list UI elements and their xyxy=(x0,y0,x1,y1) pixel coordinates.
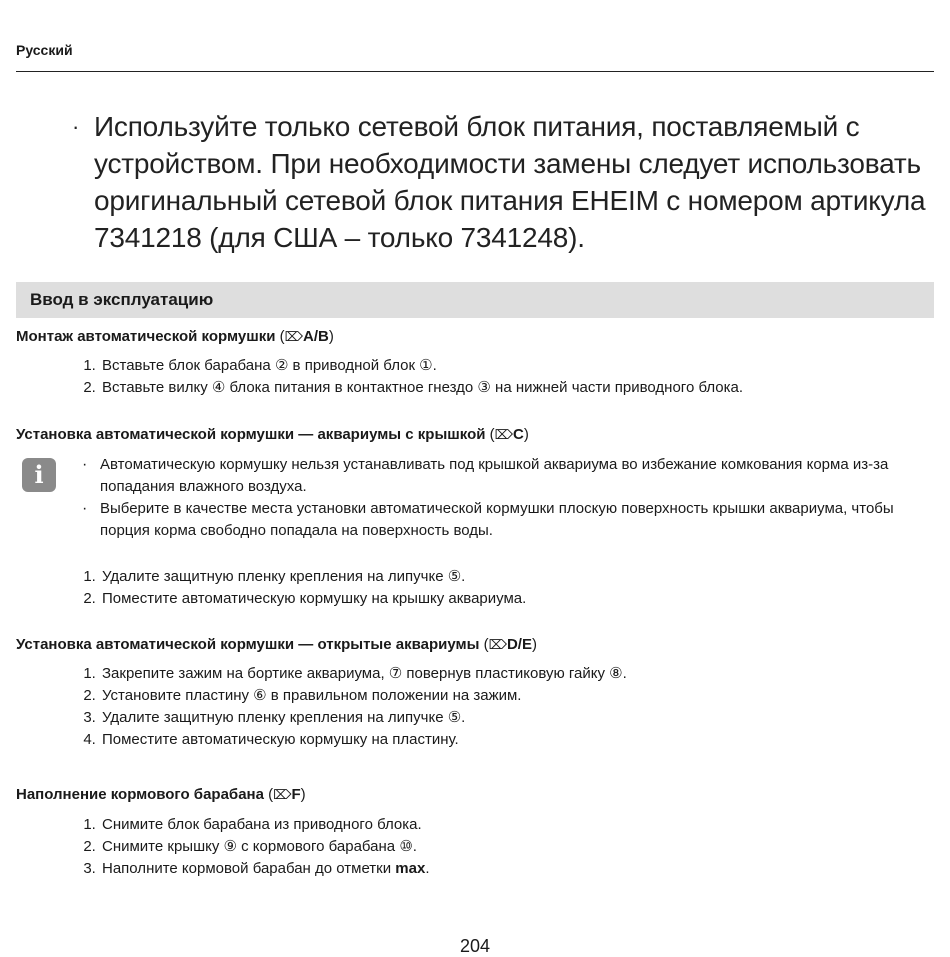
list-item: 4. Поместите автоматическую кормушку на пластину. xyxy=(100,729,950,751)
filling-heading-text: Наполнение кормового барабана xyxy=(16,786,264,803)
covered-notes xyxy=(80,454,936,542)
info-icon: i xyxy=(22,458,56,492)
list-item: 3. Удалите защитную пленку крепления на липучке ⑤. xyxy=(100,707,950,729)
assembly-ref: A/B xyxy=(303,328,329,345)
covered-ref-open: ( xyxy=(485,426,495,443)
step-text: Наполните кормовой барабан до отметки xyxy=(102,860,396,877)
figure-ref-icon: ⌦ xyxy=(273,787,292,802)
filling-ref-close: ) xyxy=(300,786,306,803)
filling-steps xyxy=(80,814,950,880)
covered-heading-text: Установка автоматической кормушки — аквариумы с крышкой xyxy=(16,426,486,443)
covered-steps xyxy=(80,566,950,610)
open-ref: D/E xyxy=(506,636,532,653)
list-item: 2. Вставьте вилку ④ блока питания в контактное гнездо ③ на нижней части приводного блока. xyxy=(100,377,950,399)
step-text-end: . xyxy=(425,860,430,877)
assembly-heading xyxy=(16,328,334,345)
list-item: · Автоматическую кормушку нельзя устанавливать под крышкой аквариума во избежание комкования корма из-за попадания влажного воздуха. xyxy=(80,454,936,498)
max-mark-label: max xyxy=(395,860,426,877)
figure-ref-icon: ⌦ xyxy=(494,427,514,442)
language-label: Русский xyxy=(16,42,73,58)
note-text: Используйте только сетевой блок питания, поставляемый с устройством. При необходимости замены следует использовать оригинальный сетевой блок питания EHEIM с номером артикула 7341218 (для США – только 7341248). xyxy=(94,111,926,253)
list-item: 1. Вставьте блок барабана ② в приводной блок ①. xyxy=(100,355,950,377)
open-ref-open: ( xyxy=(479,636,489,653)
header-divider xyxy=(16,71,934,72)
covered-ref: C xyxy=(513,426,524,443)
power-supply-note xyxy=(72,108,932,256)
figure-ref-icon: ⌦ xyxy=(284,329,304,344)
filling-heading xyxy=(16,786,306,803)
open-heading-text: Установка автоматической кормушки — открытые аквариумы xyxy=(16,636,480,653)
covered-ref-close: ) xyxy=(523,426,529,443)
open-ref-close: ) xyxy=(531,636,537,653)
section-title: Ввод в эксплуатацию xyxy=(30,290,214,309)
figure-ref-icon: ⌦ xyxy=(488,637,507,652)
list-item xyxy=(100,858,950,880)
page-number: 204 xyxy=(459,936,491,956)
filling-ref-open: ( xyxy=(263,786,274,803)
covered-heading xyxy=(16,426,529,443)
list-item: 1. Снимите блок барабана из приводного блока. xyxy=(100,814,950,836)
note-bullet: · xyxy=(72,114,80,139)
list-item: 1. Удалите защитную пленку крепления на липучке ⑤. xyxy=(100,566,950,588)
list-item: · Выберите в качестве места установки автоматической кормушки плоскую поверхность крышки аквариума, чтобы порция корма свободно попадала на поверхность воды. xyxy=(80,498,936,542)
section-header xyxy=(16,282,934,318)
assembly-ref-close: ) xyxy=(328,328,334,345)
filling-ref: F xyxy=(291,786,301,803)
list-item: 1. Закрепите зажим на бортике аквариума, ⑦ повернув пластиковую гайку ⑧. xyxy=(100,663,950,685)
assembly-heading-text: Монтаж автоматической кормушки xyxy=(16,328,276,345)
assembly-ref-open: ( xyxy=(275,328,285,345)
list-item: 2. Поместите автоматическую кормушку на крышку аквариума. xyxy=(100,588,950,610)
assembly-steps xyxy=(80,355,950,399)
list-item: 2. Установите пластину ⑥ в правильном положении на зажим. xyxy=(100,685,950,707)
open-steps xyxy=(80,663,950,751)
open-heading xyxy=(16,636,537,653)
list-item: 2. Снимите крышку ⑨ с кормового барабана ⑩. xyxy=(100,836,950,858)
